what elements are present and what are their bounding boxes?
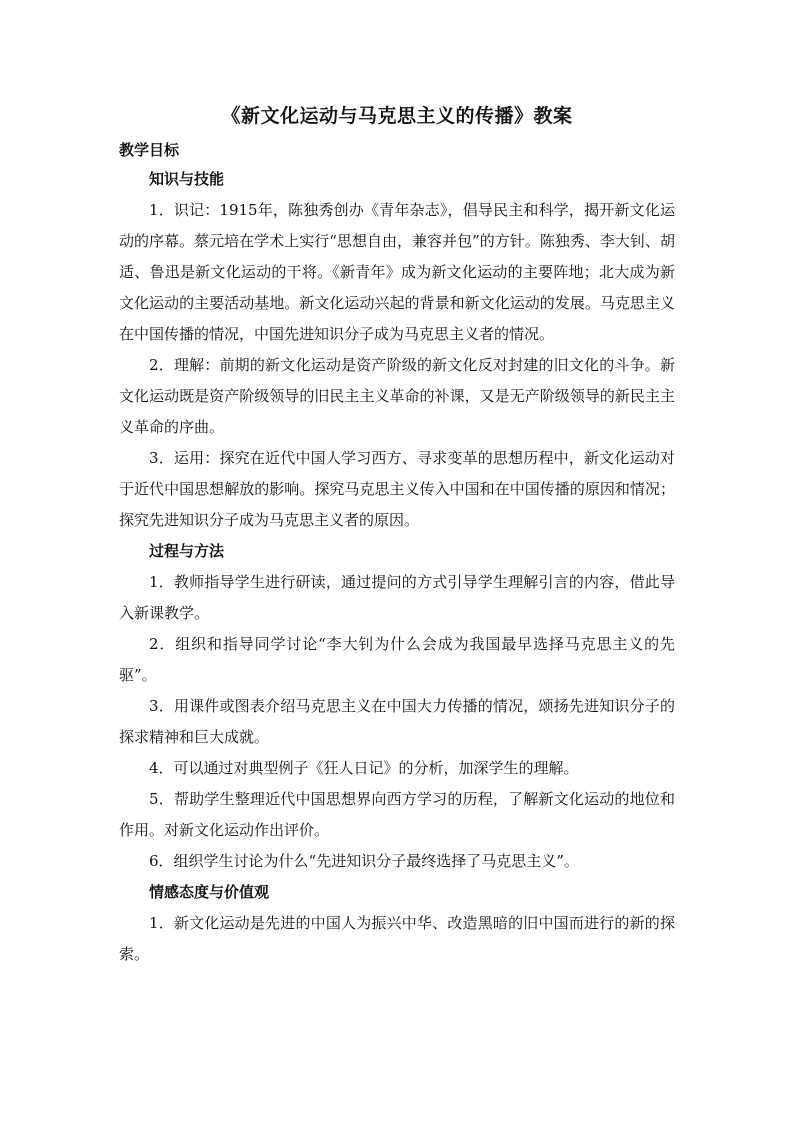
paragraph: 2．理解：前期的新文化运动是资产阶级的新文化反对封建的旧文化的斗争。新文化运动既是资产阶级领导的旧民主主义革命的补课，又是无产阶级领导的新民主主义革命的序曲。 xyxy=(119,356,675,436)
document-title: 《新文化运动与马克思主义的传播》教案 xyxy=(221,105,573,127)
heading-emotion-values: 情感态度与价值观 xyxy=(149,883,270,901)
paragraph: 1．识记：1915年，陈独秀创办《青年杂志》，倡导民主和科学，揭开新文化运动的序幕。蔡元培在学术上实行“思想自由，兼容并包”的方针。陈独秀、李大钊、胡适、鲁迅是新文化运动的干将。《新青年》成为新文化运动的主要阵地；北大成为新文化运动的主要活动基地。新文化运动兴起的背景和新文化运动的发展。马克思主义在中国传播的情况，中国先进知识分子成为马克思主义者的情况。 xyxy=(119,201,675,343)
heading-knowledge-skills: 知识与技能 xyxy=(149,170,225,188)
paragraph: 5．帮助学生整理近代中国思想界向西方学习的历程，了解新文化运动的地位和作用。对新文化运动作出评价。 xyxy=(119,790,675,839)
paragraph: 1．教师指导学生进行研读，通过提问的方式引导学生理解引言的内容，借此导入新课教学。 xyxy=(119,573,675,622)
paragraph: 1．新文化运动是先进的中国人为振兴中华、改造黑暗的旧中国而进行的新的探索。 xyxy=(119,914,675,963)
heading-process-methods: 过程与方法 xyxy=(149,542,225,560)
paragraph: 6．组织学生讨论为什么“先进知识分子最终选择了马克思主义”。 xyxy=(149,852,579,870)
paragraph: 4．可以通过对典型例子《狂人日记》的分析，加深学生的理解。 xyxy=(149,759,579,777)
paragraph: 2．组织和指导同学讨论“李大钊为什么会成为我国最早选择马克思主义的先驱”。 xyxy=(119,635,675,684)
section-title-teaching-goals: 教学目标 xyxy=(119,141,180,159)
paragraph: 3．运用：探究在近代中国人学习西方、寻求变革的思想历程中，新文化运动对于近代中国思想解放的影响。探究马克思主义传入中国和在中国传播的原因和情况；探究先进知识分子成为马克思主义者的原因。 xyxy=(119,449,675,529)
paragraph: 3．用课件或图表介绍马克思主义在中国大力传播的情况，颂扬先进知识分子的探求精神和巨大成就。 xyxy=(119,697,675,746)
document-page xyxy=(119,100,675,970)
